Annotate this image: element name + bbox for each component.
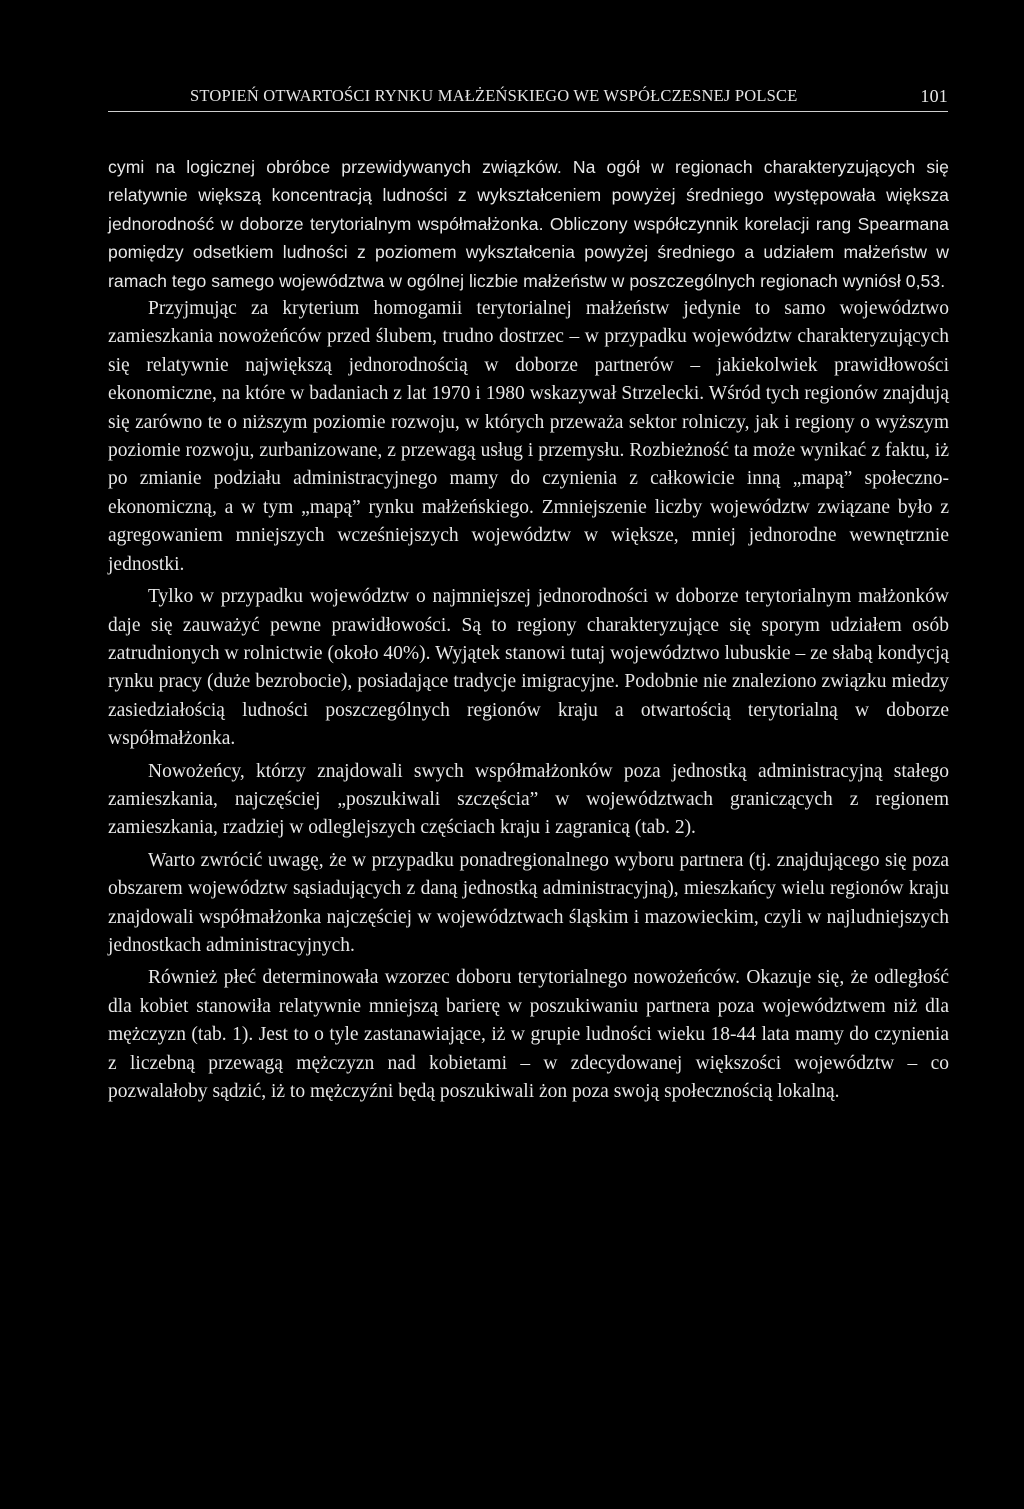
paragraph-3: Tylko w przypadku województw o najmniejszej jednorodności w doborze terytorialnym małżonków daje się zauważyć pewne prawidłowości. Są to regiony charakteryzujące się sporym udziałem osób zatrudnionych w rolnictwie (około 40%). Wyjątek stanowi tutaj województwo lubuskie – ze słabą kondycją rynku pracy (duże bezrobocie), posiadające tradycje imigracyjne. Podobnie nie znaleziono związku miedzy zasiedziałością ludności poszczególnych regionów kraju a otwartością terytorialną w doborze współmałżonka.: [108, 586, 949, 750]
paragraph-1: cymi na logicznej obróbce przewidywanych związków. Na ogół w regionach charakteryzujących się relatywnie większą koncentracją ludności z wykształceniem powyżej średniego występowała większa jednorodność w doborze terytorialnym współmałżonka. Obliczony współczynnik korelacji rang Spearmana pomiędzy odsetkiem ludności z poziomem wykształcenia powyżej średniego a udziałem małżeństw w ramach tego samego województwa w ogólnej liczbie małżeństw w poszczególnych regionach wyniósł 0,53.: [108, 157, 949, 291]
paragraph-4: Nowożeńcy, którzy znajdowali swych współmałżonków poza jednostką administracyjną stałego zamieszkania, najczęściej „poszukiwali szczęścia” w województwach graniczących z regionem zamieszkania, rzadziej w odleglejszych częściach kraju i zagranicą (tab. 2).: [108, 760, 949, 839]
paragraph-5: Warto zwrócić uwagę, że w przypadku ponadregionalnego wyboru partnera (tj. znajdującego się poza obszarem województw sąsiadujących z daną jednostką administracyjną), mieszkańcy wielu regionów kraju znajdowali współmałżonka najczęściej w województwach śląskim i mazowieckim, czyli w najludniejszych jednostkach administracyjnych.: [108, 849, 949, 956]
page-number: 101: [920, 86, 948, 106]
header-divider: [108, 111, 948, 112]
paragraph-6: Również płeć determinowała wzorzec doboru terytorialnego nowożeńców. Okazuje się, że odległość dla kobiet stanowiła relatywnie mniejszą barierę w poszukiwaniu partnera poza województwem niż dla mężczyzn (tab. 1). Jest to o tyle zastanawiające, iż w grupie ludności wieku 18-44 lata mamy do czynienia z liczebną przewagą mężczyzn nad kobietami – w zdecydowanej większości województw – co pozwalałoby sądzić, iż to mężczyźni będą poszukiwali żon poza swoją społecznością lokalną.: [108, 967, 949, 1102]
paragraph-2: Przyjmując za kryterium homogamii terytorialnej małżeństw jedynie to samo województwo zamieszkania nowożeńców przed ślubem, trudno dostrzec – w przypadku województw charakteryzujących się relatywnie największą jednorodnością w doborze partnerów – jakiekolwiek prawidłowości ekonomiczne, na które w badaniach z lat 1970 i 1980 wskazywał Strzelecki. Wśród tych regionów znajdują się zarówno te o niższym poziomie rozwoju, w których przeważa sektor rolniczy, jak i regiony o wyższym poziomie rozwoju, zurbanizowane, z przewagą usług i przemysłu. Rozbieżność ta może wynikać z faktu, iż po zmianie podziału administracyjnego mamy do czynienia z całkowicie inną „mapą” społeczno-ekonomiczną, a w tym „mapą” rynku małżeńskiego. Zmniejszenie liczby województw związane było z agregowaniem mniejszych wcześniejszych województw w większe, mniej jednorodne wewnętrznie jednostki.: [108, 298, 949, 575]
running-title: STOPIEŃ OTWARTOŚCI RYNKU MAŁŻEŃSKIEGO WE WSPÓŁCZESNEJ POLSCE: [190, 86, 798, 105]
body-text: [108, 153, 949, 1106]
page-header: [108, 86, 948, 112]
